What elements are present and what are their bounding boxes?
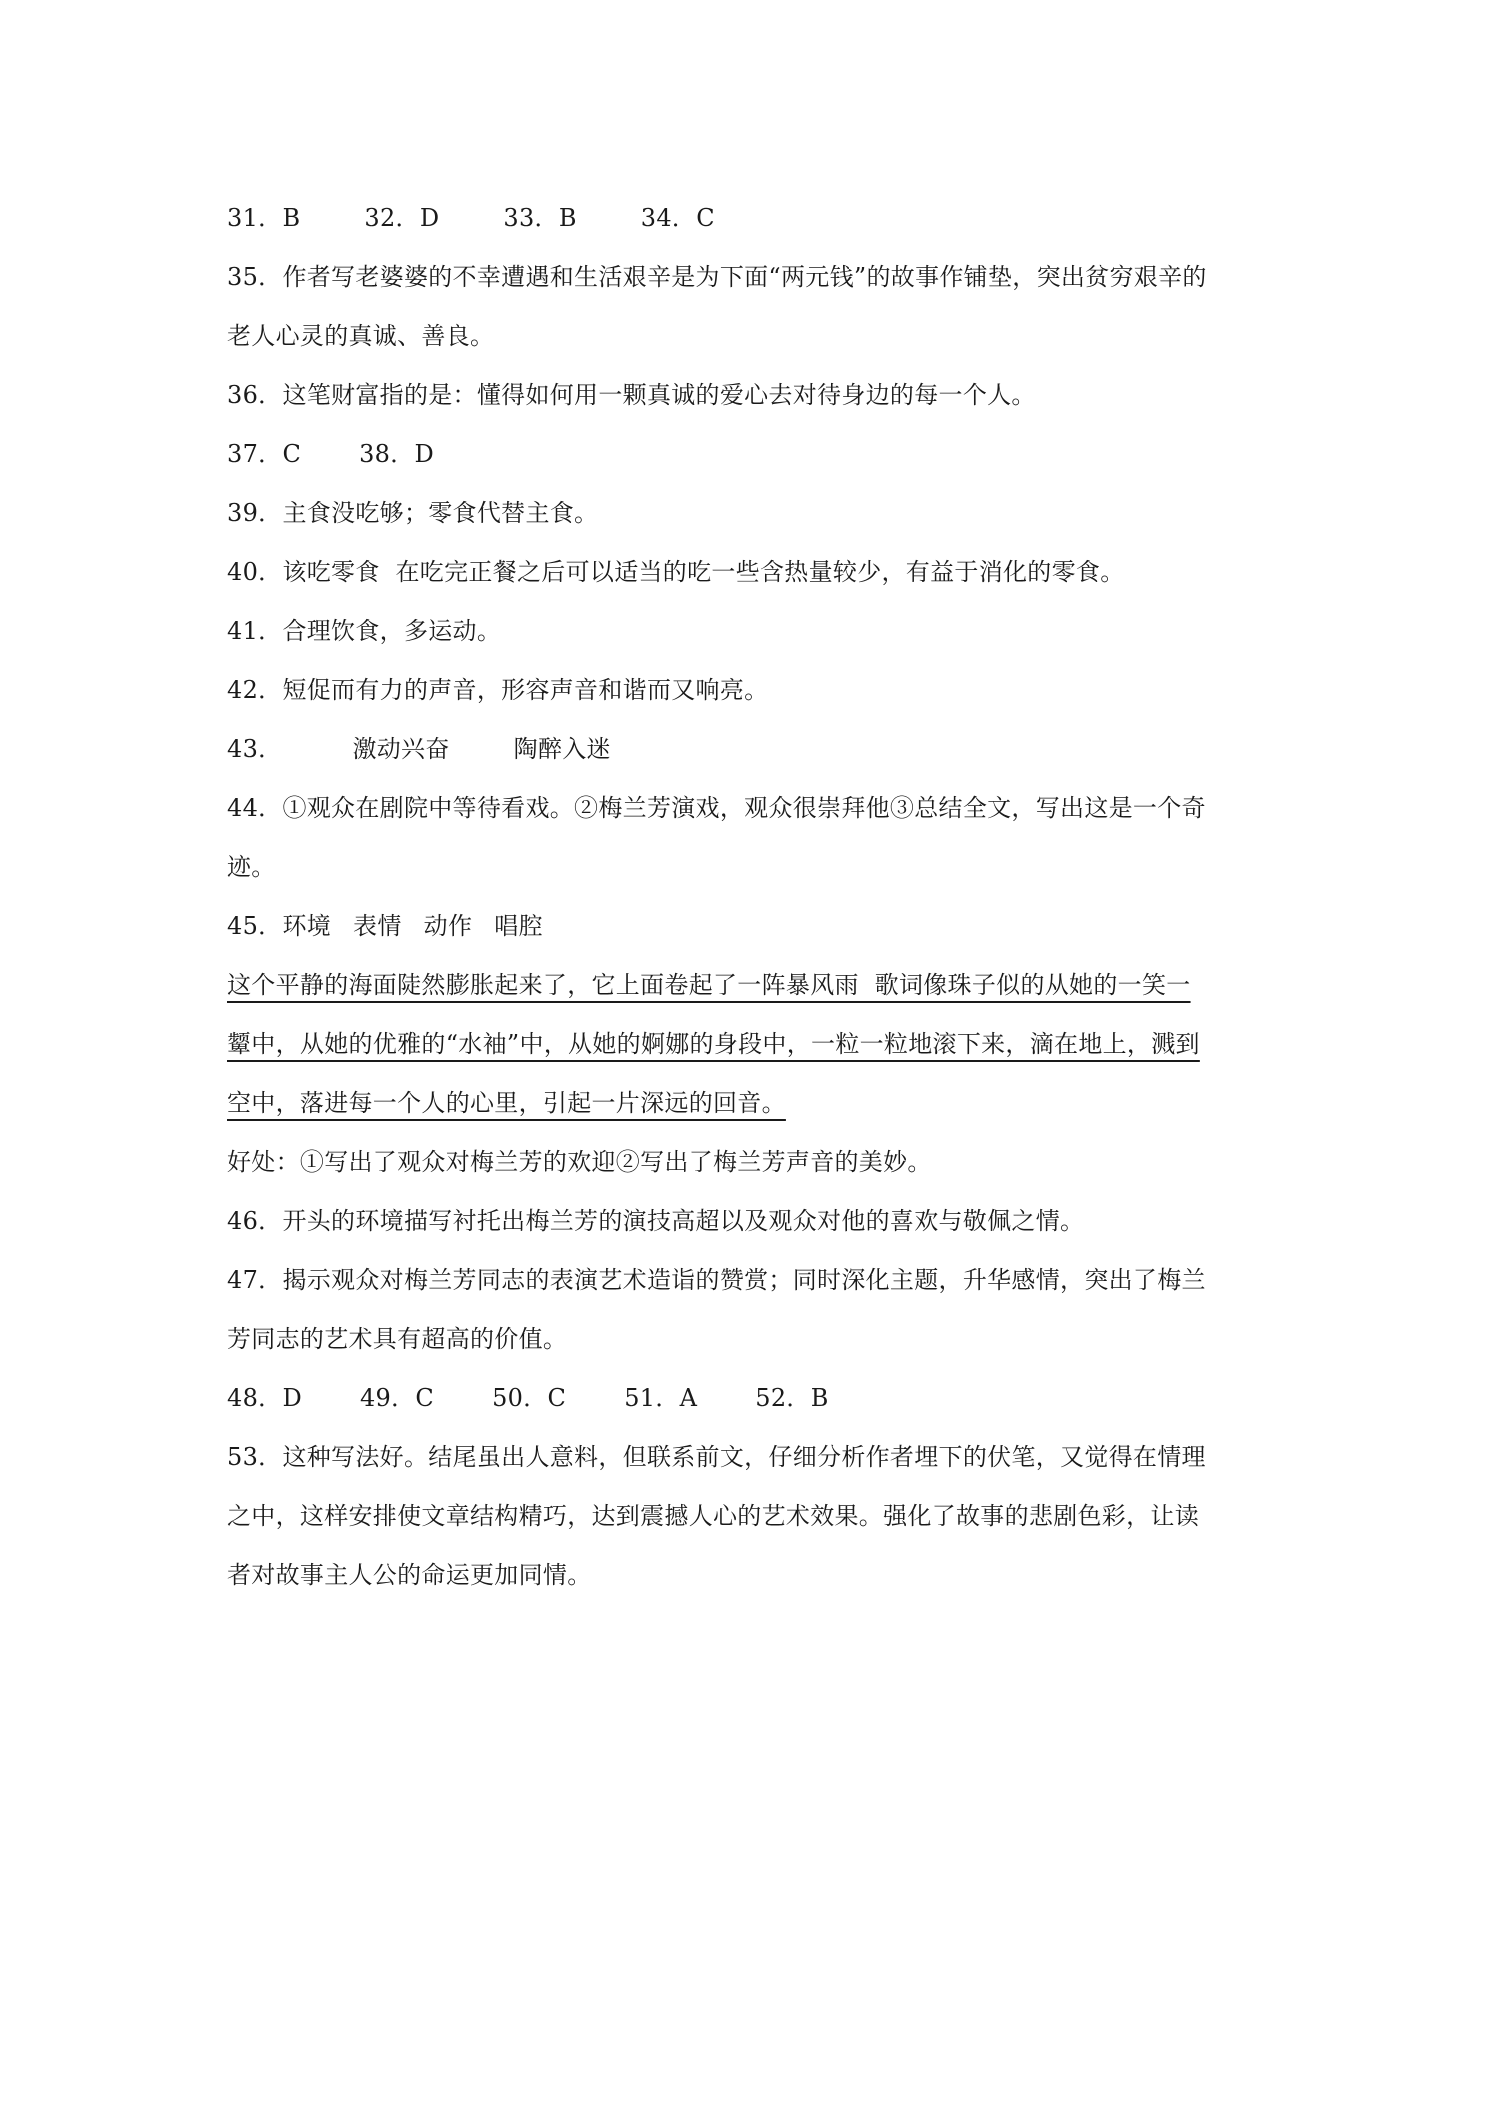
underlined-quote-text-3: 空中，落进每一个人的心里，引起一片深远的回音。 [227, 1089, 786, 1117]
answer-38: 38．D [359, 440, 435, 468]
answer-41: 41．合理饮食，多运动。 [227, 617, 502, 645]
answers-37-38 [227, 425, 1267, 484]
answer-45 [227, 897, 1267, 956]
answer-47-line-2: 芳同志的艺术具有超高的价值。 [227, 1325, 568, 1353]
answer-39: 39．主食没吃够；零食代替主食。 [227, 499, 599, 527]
underlined-quote-line-2 [227, 1015, 1267, 1074]
answer-49: 49．C [359, 1384, 435, 1412]
answer-42: 42．短促而有力的声音，形容声音和谐而又响亮。 [227, 676, 769, 704]
answer-31: 31．B [227, 204, 301, 232]
answer-36: 36．这笔财富指的是：懂得如何用一颗真诚的爱心去对待身边的每一个人。 [227, 381, 1036, 409]
underlined-quote-text-1: 这个平静的海面陡然膨胀起来了，它上面卷起了一阵暴风雨 歌词像珠子似的从她的一笑一 [227, 971, 1191, 999]
underlined-quote-text-2: 颦中，从她的优雅的“水袖”中，从她的婀娜的身段中，一粒一粒地滚下来，滴在地上，溅到 [227, 1030, 1200, 1058]
answer-key-document [227, 189, 1267, 1605]
underlined-quote-line-1 [227, 956, 1267, 1015]
answer-43-word-2: 陶醉入迷 [513, 735, 611, 763]
answer-48: 48．D [227, 1384, 302, 1412]
answers-31-34 [227, 189, 1267, 248]
answer-45-benefit: 好处：①写出了观众对梅兰芳的欢迎②写出了梅兰芳声音的美妙。 [227, 1148, 932, 1176]
answer-52: 52．B [755, 1384, 829, 1412]
answer-45-item-4: 唱腔 [494, 912, 543, 940]
answer-51: 51．A [624, 1384, 698, 1412]
answer-40: 40．该吃零食 在吃完正餐之后可以适当的吃一些含热量较少，有益于消化的零食。 [227, 558, 1125, 586]
answers-48-52 [227, 1369, 1267, 1428]
answer-45-item-1: 45．环境 [227, 912, 332, 940]
answer-53-line-2: 之中，这样安排使文章结构精巧，达到震撼人心的艺术效果。强化了故事的悲剧色彩，让读 [227, 1502, 1199, 1530]
answer-45-item-3: 动作 [423, 912, 473, 940]
underlined-quote-line-3 [227, 1074, 1267, 1133]
answer-53-line-1: 53．这种写法好。结尾虽出人意料，但联系前文，仔细分析作者埋下的伏笔，又觉得在情理 [227, 1443, 1206, 1471]
answer-35-line-1: 35．作者写老婆婆的不幸遭遇和生活艰辛是为下面“两元钱”的故事作铺垫，突出贫穷艰辛的 [227, 263, 1207, 291]
answer-45-item-2: 表情 [353, 912, 402, 940]
answer-32: 32．D [364, 204, 440, 232]
answer-33: 33．B [503, 204, 577, 232]
answer-35-line-2: 老人心灵的真诚、善良。 [227, 322, 495, 350]
answer-43-word-1: 激动兴奋 [352, 735, 450, 763]
answer-50: 50．C [492, 1384, 567, 1412]
answer-37: 37．C [227, 440, 302, 468]
answer-46: 46．开头的环境描写衬托出梅兰芳的演技高超以及观众对他的喜欢与敬佩之情。 [227, 1207, 1085, 1235]
answer-34: 34．C [640, 204, 715, 232]
answer-43 [227, 720, 1267, 779]
answer-53-line-3: 者对故事主人公的命运更加同情。 [227, 1561, 592, 1589]
answer-47-line-1: 47．揭示观众对梅兰芳同志的表演艺术造诣的赞赏；同时深化主题，升华感情，突出了梅兰 [227, 1266, 1206, 1294]
answer-44-line-1: 44．①观众在剧院中等待看戏。②梅兰芳演戏，观众很崇拜他③总结全文，写出这是一个奇 [227, 794, 1206, 822]
answer-44-line-2: 迹。 [227, 853, 276, 881]
answer-43-number: 43． [227, 735, 283, 763]
